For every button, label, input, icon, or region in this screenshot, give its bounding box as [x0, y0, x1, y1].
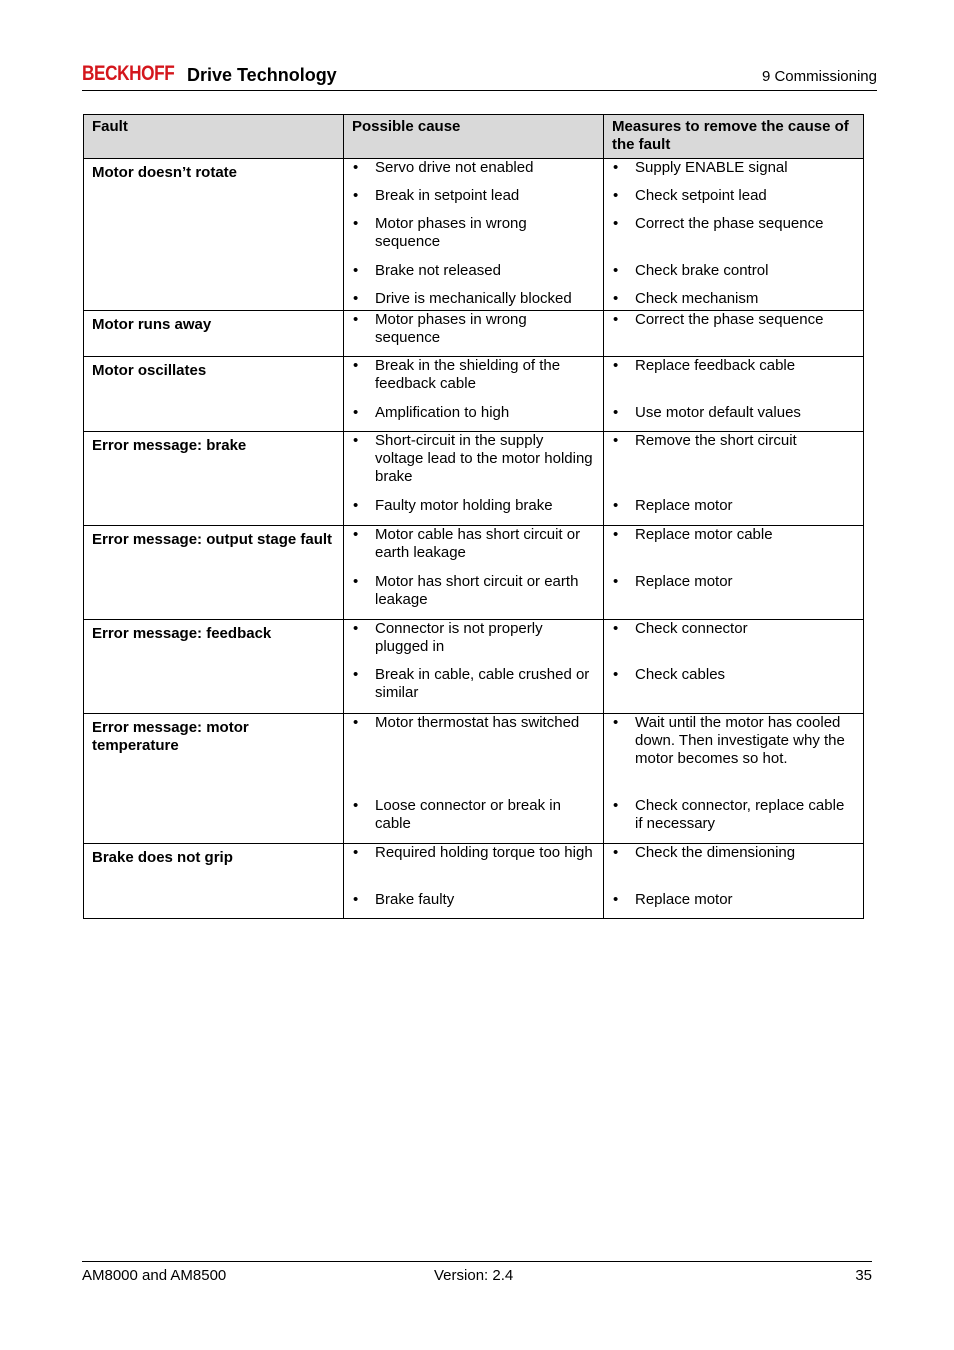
measure-list [610, 357, 855, 431]
cause-list-item [350, 187, 595, 215]
cause-list [350, 357, 595, 431]
table-row [84, 526, 864, 620]
bullet-icon: • [353, 187, 359, 204]
beckhoff-logo: BECKHOFF [82, 62, 175, 85]
cause-cell [344, 357, 604, 432]
measure-cell [604, 311, 864, 357]
measure-text: Use motor default values [635, 404, 801, 421]
bullet-icon: • [613, 526, 619, 543]
fault-cell [84, 357, 344, 432]
bullet-icon: • [613, 573, 619, 590]
fault-cell [84, 844, 344, 919]
fault-cell [84, 714, 344, 844]
bullet-icon: • [353, 262, 359, 279]
cause-list-item [350, 497, 595, 525]
measure-list [610, 311, 855, 356]
cause-text: Loose connector or break in cable [375, 797, 561, 832]
fault-label: Motor runs away [92, 316, 212, 333]
table-row [84, 432, 864, 526]
column-header-fault: Fault [84, 115, 344, 159]
bullet-icon: • [613, 311, 619, 328]
cause-text: Motor thermostat has switched [375, 714, 580, 731]
table-header-row [84, 115, 864, 159]
bullet-icon: • [353, 432, 359, 449]
measure-cell [604, 357, 864, 432]
cause-list-item [350, 797, 595, 843]
bullet-icon: • [353, 526, 359, 543]
measure-list-item [610, 404, 855, 431]
measure-list-item [610, 262, 855, 290]
measure-cell [604, 620, 864, 714]
bullet-icon: • [353, 357, 359, 374]
measure-text: Check cables [635, 666, 726, 683]
measure-cell [604, 159, 864, 311]
cause-list-item [350, 357, 595, 404]
table-row [84, 357, 864, 432]
bullet-icon: • [353, 497, 359, 514]
cause-text: Break in cable, cable crushed or similar [375, 666, 590, 701]
cause-text: Motor cable has short circuit or earth leakage [375, 526, 581, 561]
table-row [84, 714, 864, 844]
fault-cell [84, 159, 344, 311]
bullet-icon: • [353, 311, 359, 328]
cause-cell [344, 844, 604, 919]
cause-list [350, 844, 595, 918]
brand-subtitle: Drive Technology [187, 65, 337, 85]
measure-text: Replace motor [635, 891, 733, 908]
measure-list-item [610, 497, 855, 525]
measure-cell [604, 526, 864, 620]
measure-list-item [610, 526, 855, 573]
measure-text: Wait until the motor has cooled down. Then investigate why the motor becomes so hot. [635, 714, 845, 767]
measure-cell [604, 844, 864, 919]
fault-table [83, 114, 864, 919]
measure-cell [604, 432, 864, 526]
cause-list-item [350, 666, 595, 713]
fault-label: Motor doesn’t rotate [92, 164, 237, 181]
column-header-possible-cause: Possible cause [344, 115, 604, 159]
measure-list-item [610, 159, 855, 187]
cause-cell [344, 714, 604, 844]
bullet-icon: • [353, 404, 359, 421]
bullet-icon: • [613, 620, 619, 637]
measure-list [610, 714, 855, 843]
cause-text: Break in setpoint lead [375, 187, 520, 204]
bullet-icon: • [353, 159, 359, 176]
cause-text: Motor has short circuit or earth leakage [375, 573, 579, 608]
bullet-icon: • [613, 159, 619, 176]
bullet-icon: • [613, 497, 619, 514]
page-footer [82, 1261, 872, 1284]
cause-text: Drive is mechanically blocked [375, 290, 572, 307]
measure-text: Supply ENABLE signal [635, 159, 788, 176]
cause-text: Brake faulty [375, 891, 455, 908]
measure-list-item [610, 891, 855, 918]
fault-cell [84, 432, 344, 526]
cause-list-item [350, 432, 595, 497]
fault-label: Error message: output stage fault [92, 531, 333, 548]
bullet-icon: • [613, 187, 619, 204]
cause-text: Faulty motor holding brake [375, 497, 553, 514]
cause-text: Motor phases in wrong sequence [375, 311, 527, 346]
measure-list-item [610, 797, 855, 843]
fault-label: Error message: feedback [92, 625, 272, 642]
bullet-icon: • [353, 620, 359, 637]
cause-list-item [350, 573, 595, 619]
measure-list [610, 159, 855, 310]
bullet-icon: • [613, 714, 619, 731]
bullet-icon: • [353, 573, 359, 590]
cause-text: Motor phases in wrong sequence [375, 215, 527, 250]
cause-cell [344, 159, 604, 311]
bullet-icon: • [353, 891, 359, 908]
cause-list-item [350, 844, 595, 891]
cause-text: Connector is not properly plugged in [375, 620, 543, 655]
measure-list-item [610, 714, 855, 797]
bullet-icon: • [353, 290, 359, 307]
fault-table-body [84, 159, 864, 919]
bullet-icon: • [613, 666, 619, 683]
cause-list-item [350, 262, 595, 290]
page-header [82, 62, 877, 91]
measure-text: Check mechanism [635, 290, 759, 307]
measure-list-item [610, 844, 855, 891]
measure-list-item [610, 311, 855, 356]
fault-label: Brake does not grip [92, 849, 233, 866]
fault-label: Error message: motor temperature [92, 719, 249, 754]
measure-list-item [610, 573, 855, 619]
cause-cell [344, 526, 604, 620]
table-row [84, 311, 864, 357]
fault-cell [84, 311, 344, 357]
cause-list-item [350, 891, 595, 918]
measure-list-item [610, 215, 855, 262]
fault-label: Error message: brake [92, 437, 247, 454]
cause-text: Break in the shielding of the feedback cable [375, 357, 561, 392]
measure-text: Remove the short circuit [635, 432, 797, 449]
cause-list-item [350, 290, 595, 310]
measure-list-item [610, 187, 855, 215]
cause-list [350, 311, 595, 356]
bullet-icon: • [353, 666, 359, 683]
fault-cell [84, 620, 344, 714]
bullet-icon: • [613, 262, 619, 279]
bullet-icon: • [613, 404, 619, 421]
bullet-icon: • [353, 215, 359, 232]
table-row [84, 620, 864, 714]
bullet-icon: • [353, 797, 359, 814]
cause-list-item [350, 620, 595, 666]
bullet-icon: • [353, 844, 359, 861]
measure-text: Check the dimensioning [635, 844, 796, 861]
cause-text: Brake not released [375, 262, 501, 279]
fault-label: Motor oscillates [92, 362, 207, 379]
bullet-icon: • [613, 357, 619, 374]
table-row [84, 844, 864, 919]
measure-text: Correct the phase sequence [635, 311, 824, 328]
measure-text: Replace motor cable [635, 526, 773, 543]
measure-text: Replace motor [635, 573, 733, 590]
cause-list [350, 620, 595, 713]
bullet-icon: • [613, 290, 619, 307]
column-header-measures: Measures to remove the cause of the fault [604, 115, 864, 159]
page-number: 35 [855, 1267, 872, 1284]
measure-list-item [610, 432, 855, 497]
measure-text: Replace motor [635, 497, 733, 514]
cause-text: Amplification to high [375, 404, 510, 421]
section-title: 9 Commissioning [761, 68, 877, 85]
bullet-icon: • [613, 891, 619, 908]
cause-list-item [350, 215, 595, 262]
bullet-icon: • [353, 714, 359, 731]
cause-text: Servo drive not enabled [375, 159, 534, 176]
cause-cell [344, 432, 604, 526]
measure-list-item [610, 620, 855, 666]
measure-list [610, 432, 855, 525]
bullet-icon: • [613, 215, 619, 232]
cause-list-item [350, 404, 595, 431]
cause-list [350, 526, 595, 619]
measure-list-item [610, 290, 855, 310]
cause-text: Short-circuit in the supply voltage lead to the motor holding brake [375, 432, 593, 485]
measure-text: Replace feedback cable [635, 357, 796, 374]
measure-text: Check brake control [635, 262, 769, 279]
measure-text: Correct the phase sequence [635, 215, 824, 232]
cause-cell [344, 311, 604, 357]
footer-version: Version: 2.4 [434, 1267, 514, 1284]
measure-cell [604, 714, 864, 844]
measure-text: Check connector, replace cable if necessary [635, 797, 845, 832]
table-row [84, 159, 864, 311]
measure-text: Check connector [635, 620, 748, 637]
cause-list [350, 159, 595, 310]
bullet-icon: • [613, 797, 619, 814]
measure-list [610, 620, 855, 713]
cause-list-item [350, 714, 595, 797]
measure-list-item [610, 357, 855, 404]
cause-list-item [350, 159, 595, 187]
measure-list-item [610, 666, 855, 713]
footer-product: AM8000 and AM8500 [82, 1267, 227, 1284]
cause-cell [344, 620, 604, 714]
cause-list-item [350, 311, 595, 356]
cause-list [350, 432, 595, 525]
measure-list [610, 526, 855, 619]
fault-cell [84, 526, 344, 620]
bullet-icon: • [613, 844, 619, 861]
bullet-icon: • [613, 432, 619, 449]
cause-text: Required holding torque too high [375, 844, 593, 861]
cause-list [350, 714, 595, 843]
cause-list-item [350, 526, 595, 573]
measure-list [610, 844, 855, 918]
measure-text: Check setpoint lead [635, 187, 767, 204]
